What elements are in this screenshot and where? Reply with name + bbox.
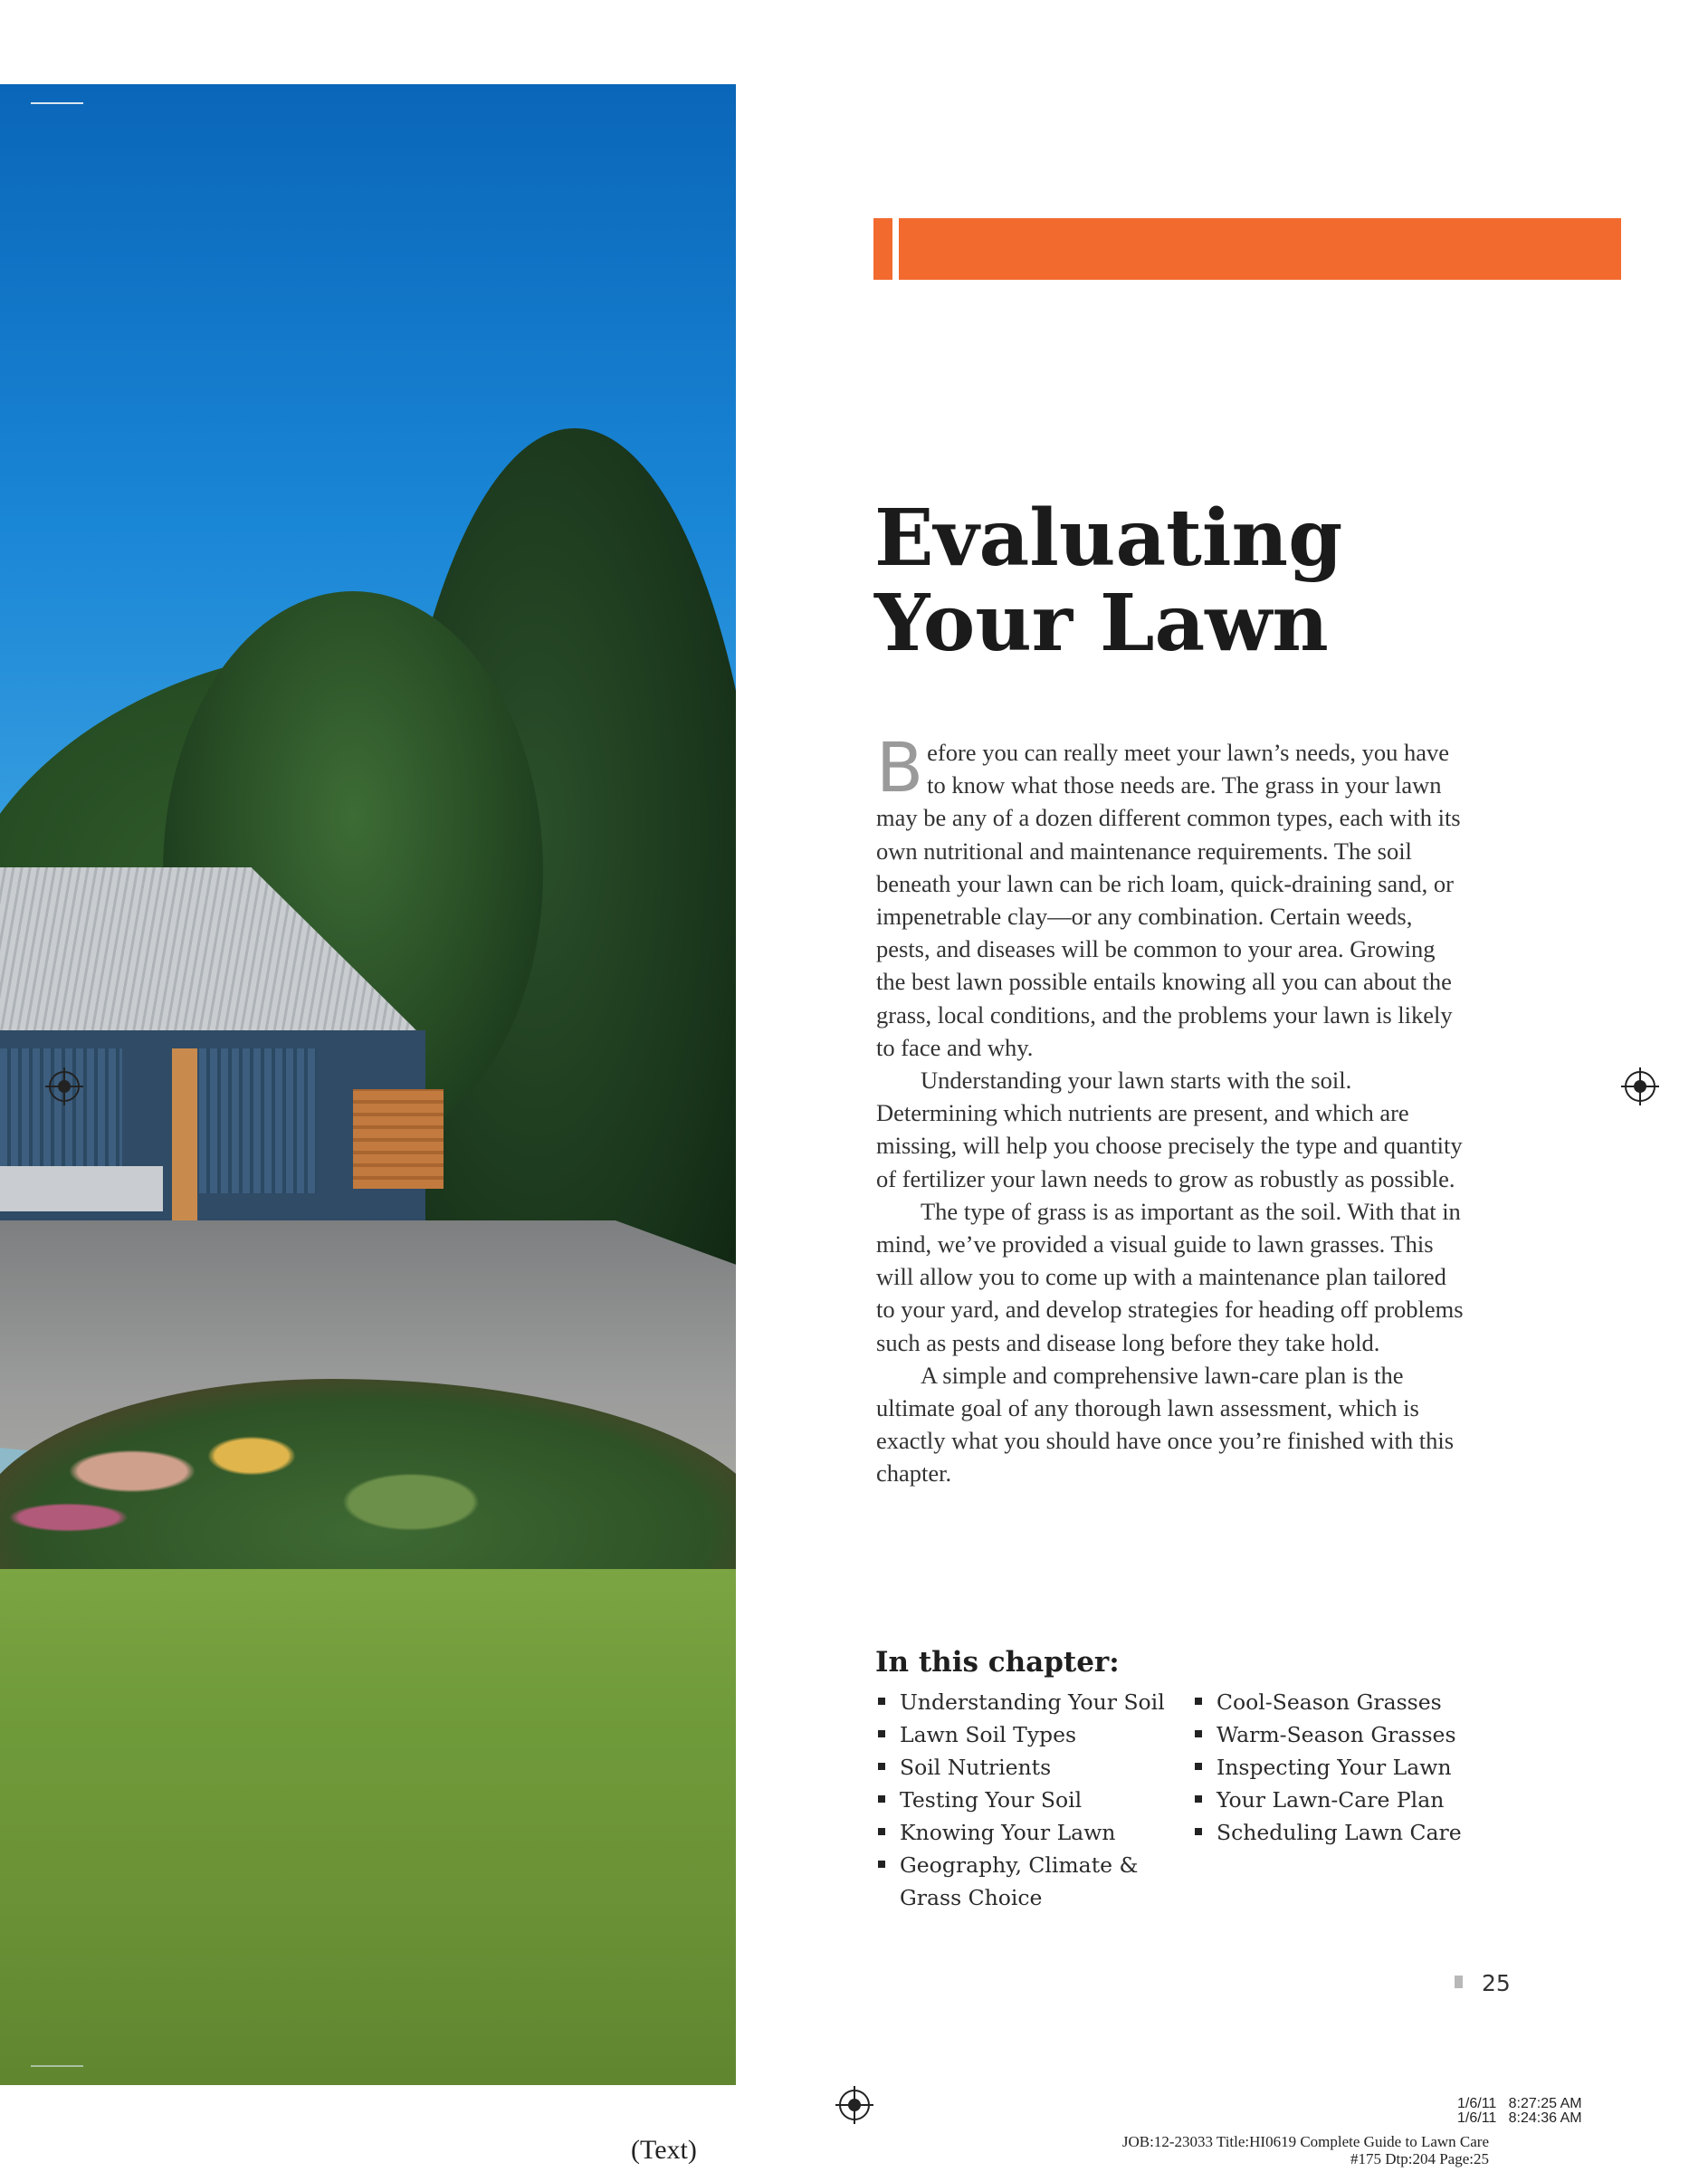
slug-label: (Text) (631, 2135, 697, 2165)
chapter-title-line-1: Evaluating (874, 493, 1343, 584)
chapter-topic: Inspecting Your Lawn (1193, 1751, 1501, 1784)
slug-job-line-2: #175 Dtp:204 Page:25 (1350, 2150, 1489, 2167)
house-lawn-photo (0, 84, 736, 2085)
drop-cap: B (876, 727, 924, 808)
registration-mark-icon (49, 1071, 80, 1102)
orange-accent-bar (873, 218, 1621, 280)
chapter-topic: Geography, Climate & Grass Choice (876, 1849, 1184, 1914)
crop-tick (31, 102, 83, 104)
intro-paragraph-3: The type of grass is as important as the soil. With that in mind, we’ve provided a visual guide to lawn grasses. This will allow you to come up with a maintenance plan tailored to your yard, and develop strategies for heading off problems such as pests and disease long before they take hold. (876, 1197, 1464, 1356)
chapter-title-line-2: Your Lawn (874, 578, 1329, 669)
photo-house-base (0, 1166, 163, 1211)
slug-dates (1457, 2097, 1582, 2126)
intro-paragraph-1 (876, 727, 1469, 1064)
chapter-topic: Your Lawn-Care Plan (1193, 1784, 1501, 1816)
photo-house-post (172, 1048, 197, 1220)
intro-paragraph-4: A simple and comprehensive lawn-care plan is the ultimate goal of any thorough lawn assessment, which is exactly what you should have once you’re finished with this chapter. (876, 1361, 1455, 1488)
chapter-topic: Soil Nutrients (876, 1751, 1184, 1784)
slug-date-line-2: 1/6/11 8:24:36 AM (1457, 2110, 1582, 2126)
crop-tick-bottom (31, 2065, 83, 2067)
chapter-topic: Understanding Your Soil (876, 1686, 1184, 1718)
photo-wood-wall (353, 1089, 444, 1189)
photo-house-door (199, 1048, 317, 1193)
intro-paragraph-1-text: efore you can really meet your lawn’s needs, you have to know what those needs are. The grass in your lawn may be any of a dozen different common types, each with its own nutritional and maintenance requirements. The soil beneath your lawn can be rich loam, quick-draining sand, or impenetrable clay—or any combination. Certain weeds, pests, and diseases will be common to your area. Growing the best lawn possible entails knowing all you can about the grass, local conditions, and the problems your lawn is likely to face and why. (876, 739, 1461, 1061)
slug-job-info (1068, 2133, 1489, 2167)
chapter-topics-column-2 (1193, 1686, 1501, 1849)
chapter-topic: Knowing Your Lawn (876, 1816, 1184, 1849)
chapter-topic: Warm-Season Grasses (1193, 1718, 1501, 1751)
chapter-topic: Lawn Soil Types (876, 1718, 1184, 1751)
in-this-chapter-heading: In this chapter: (875, 1646, 1120, 1679)
chapter-topics-column-1 (876, 1686, 1184, 1914)
chapter-topic: Scheduling Lawn Care (1193, 1816, 1501, 1849)
photo-garage-door (0, 1048, 122, 1184)
orange-bar-gap (892, 218, 899, 280)
registration-mark-icon (1625, 1071, 1656, 1102)
page-number-tab (1455, 1976, 1463, 1988)
chapter-title (874, 493, 1598, 669)
chapter-topic: Testing Your Soil (876, 1784, 1184, 1816)
slug-job-line-1: JOB:12-23033 Title:HI0619 Complete Guide to Lawn Care (1121, 2133, 1489, 2150)
chapter-topic: Cool-Season Grasses (1193, 1686, 1501, 1718)
page-number: 25 (1482, 1970, 1511, 1996)
intro-paragraph-2: Understanding your lawn starts with the soil. Determining which nutrients are present, and which are missing, will help you choose precisely the type and quantity of fertilizer your lawn needs to grow as robustly as possible. (876, 1067, 1463, 1192)
photo-lawn (0, 1569, 736, 2085)
registration-mark-icon (839, 2090, 870, 2120)
slug-date-line-1: 1/6/11 8:27:25 AM (1457, 2096, 1582, 2111)
intro-body (876, 727, 1469, 1490)
